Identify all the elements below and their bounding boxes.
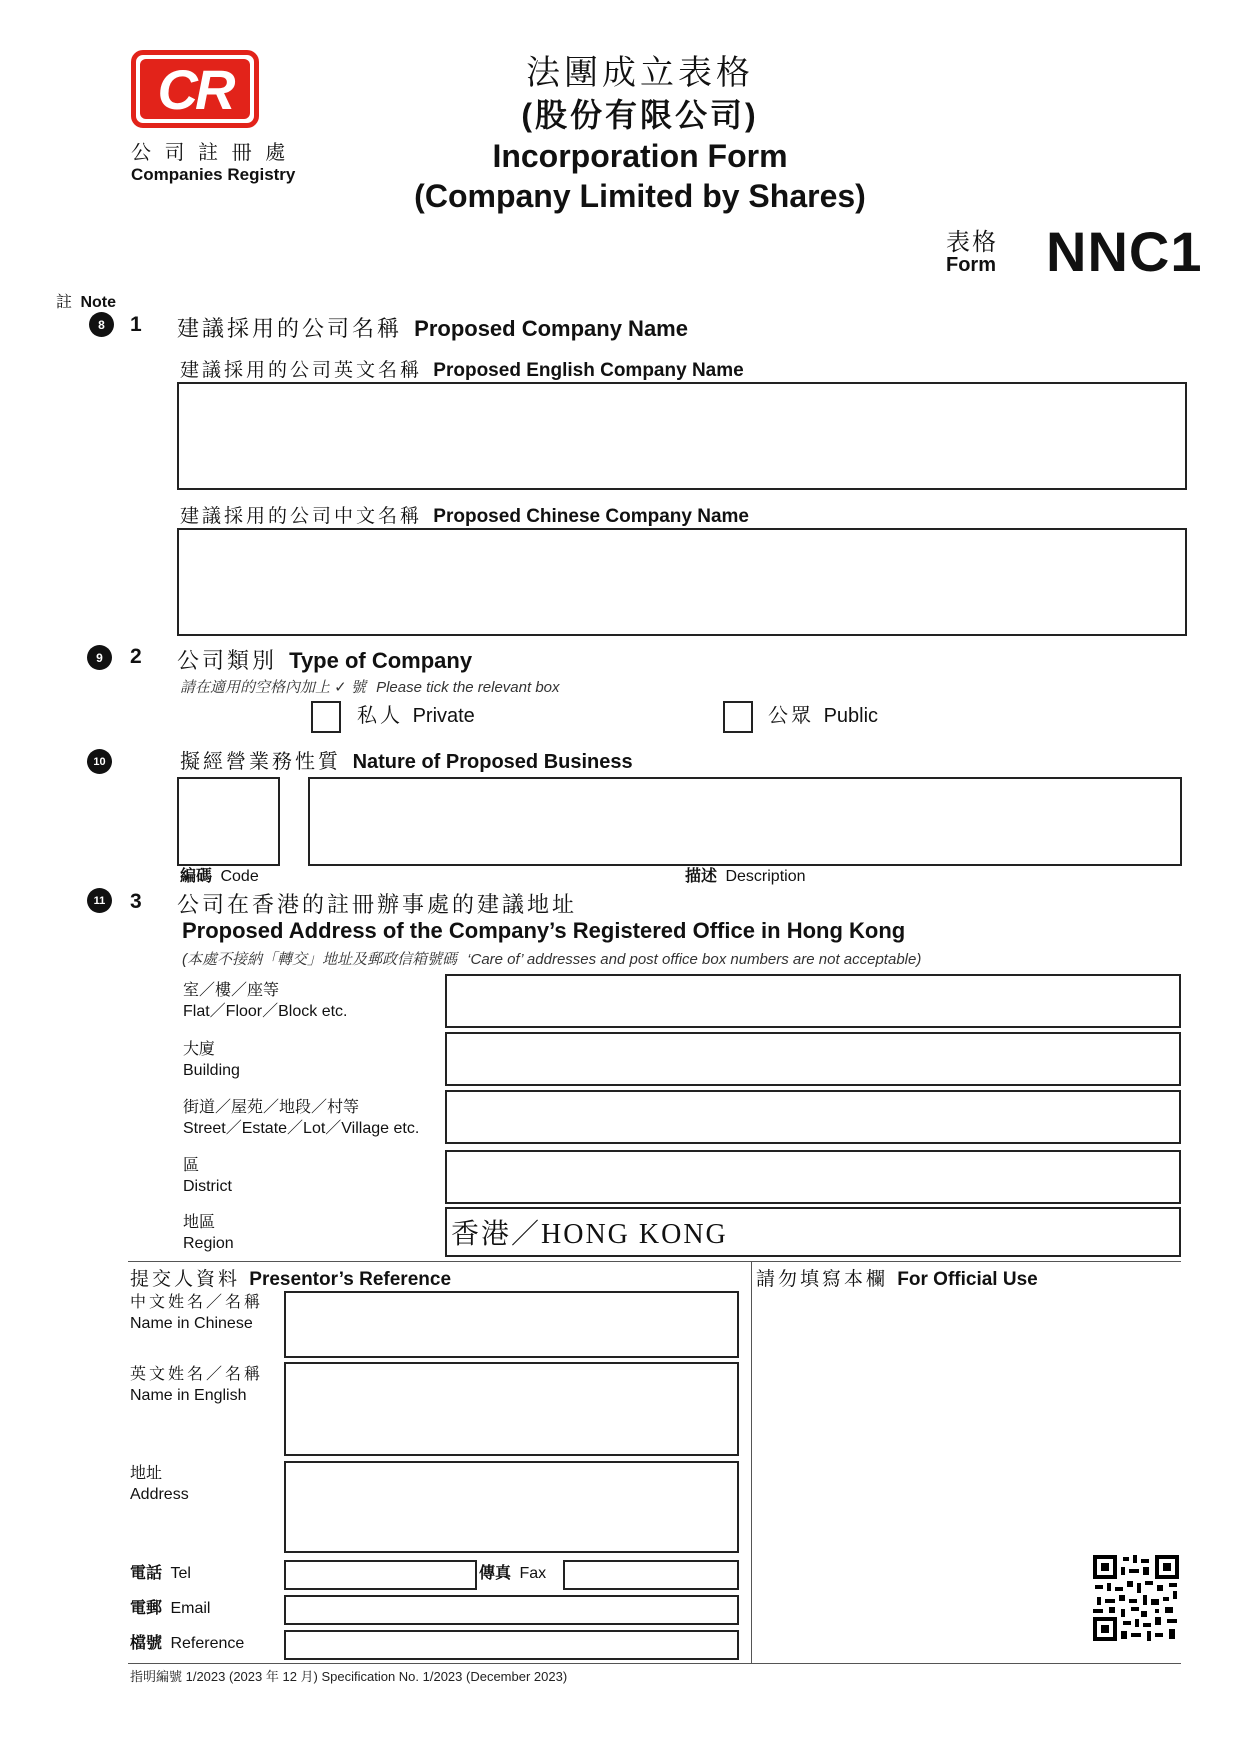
email-label-en: Email [170,1600,211,1617]
chinese-name-label-zh: 建議採用的公司中文名稱 [180,506,423,527]
code-label-en: Code [220,868,259,885]
official-use-heading-zh: 請勿填寫本欄 [756,1269,889,1290]
chinese-name-label [180,501,749,528]
region-label-zh: 地區 [183,1214,216,1231]
section3-heading-zh: 公司在香港的註冊辦事處的建議地址 [177,892,578,917]
address-instruction-en: ‘Care of’ addresses and post office box numbers are not acceptable) [467,951,922,968]
public-option-label [768,706,878,727]
building-field[interactable] [445,1032,1181,1086]
presentor-heading-zh: 提交人資料 [130,1269,241,1290]
note-marker-9: 9 [87,645,112,670]
english-company-name-field[interactable] [177,382,1187,490]
reference-label [130,1633,244,1654]
business-code-field[interactable] [177,777,280,866]
bottom-block-top-rule [128,1261,1181,1262]
address-instruction [182,948,921,969]
english-name-label-zh: 建議採用的公司英文名稱 [180,360,423,381]
section1-heading-zh: 建議採用的公司名稱 [177,316,403,341]
tel-label [130,1563,191,1584]
district-field[interactable] [445,1150,1181,1204]
presentor-address-field[interactable] [284,1461,739,1553]
presentor-heading-en: Presentor’s Reference [249,1269,452,1290]
form-label-en: Form [946,254,996,276]
presentor-name-chinese-label-zh: 中文姓名／名稱 [130,1294,264,1311]
specification-footer: 指明編號 1/2023 (2023 年 12 月) Specification No. 1/2023 (December 2023) [130,1669,568,1684]
tel-field[interactable] [284,1560,477,1590]
description-label-zh: 描述 [685,868,718,885]
note-header-en: Note [80,294,117,311]
building-label-en: Building [183,1062,240,1079]
region-label-en: Region [183,1235,234,1252]
reference-label-zh: 檔號 [130,1635,163,1652]
qr-code [1093,1555,1179,1641]
english-name-label [180,355,744,382]
section-number-1: 1 [130,313,142,336]
presentor-heading [130,1264,451,1291]
fax-label-zh: 傳真 [479,1565,512,1582]
public-label-zh: 公眾 [768,705,814,727]
tick-instruction-en: Please tick the relevant box [376,679,560,696]
section-number-2: 2 [130,645,142,668]
presentor-name-english-label [130,1364,263,1406]
description-label [685,866,806,887]
note-marker-11: 11 [87,888,112,913]
building-label-zh: 大廈 [183,1041,216,1058]
address-instruction-zh: (本處不接納「轉交」地址及郵政信箱號碼 [182,951,457,968]
title-en-line2: (Company Limited by Shares) [414,178,866,214]
chinese-name-label-en: Proposed Chinese Company Name [433,506,749,527]
flat-floor-block-label-en: Flat／Floor／Block etc. [183,1003,348,1020]
presentor-address-label-zh: 地址 [130,1465,163,1482]
bottom-block-divider [751,1261,752,1663]
tick-instruction-zh: 請在適用的空格內加上 ✓ 號 [180,679,366,696]
official-use-heading [756,1264,1038,1291]
presentor-name-chinese-field[interactable] [284,1291,739,1358]
region-field[interactable] [445,1207,1181,1257]
code-label [180,866,259,887]
section1-heading [177,312,688,343]
official-use-heading-en: For Official Use [897,1269,1038,1290]
presentor-address-label-en: Address [130,1486,189,1503]
fax-label [479,1563,546,1584]
district-label [183,1155,232,1197]
public-label-en: Public [823,705,879,727]
note-header-zh: 註 [56,294,73,311]
title-zh-line2: (股份有限公司) [521,97,759,133]
private-label-en: Private [412,705,475,727]
email-label-zh: 電郵 [130,1600,163,1617]
business-heading [180,745,633,774]
bottom-block-bottom-rule [128,1663,1181,1664]
registry-name-zh: 公 司 註 冊 處 [131,142,290,164]
note-marker-10: 10 [87,749,112,774]
building-label [183,1039,240,1081]
section2-heading-zh: 公司類別 [177,648,278,673]
presentor-name-chinese-label-en: Name in Chinese [130,1315,253,1332]
code-label-zh: 編碼 [180,868,213,885]
english-name-label-en: Proposed English Company Name [433,360,744,381]
flat-floor-block-label [183,980,348,1022]
presentor-name-chinese-label [130,1292,263,1334]
description-label-en: Description [725,868,806,885]
title-en-line1: Incorporation Form [492,138,788,174]
section-number-3: 3 [130,890,142,913]
section1-heading-en: Proposed Company Name [414,316,688,341]
companies-registry-logo [131,50,259,128]
note-header [56,289,116,312]
private-option-label [357,706,475,727]
street-estate-label-zh: 街道／屋苑／地段／村等 [183,1099,360,1116]
street-estate-label-en: Street／Estate／Lot／Village etc. [183,1120,420,1137]
title-zh-line1: 法團成立表格 [526,54,754,92]
chinese-company-name-field[interactable] [177,528,1187,636]
presentor-name-english-field[interactable] [284,1362,739,1456]
section3-heading-en: Proposed Address of the Company’s Registered Office in Hong Kong [182,918,906,943]
reference-field[interactable] [284,1630,739,1660]
form-label-zh: 表格 [946,229,998,256]
presentor-address-label [130,1463,189,1505]
business-heading-zh: 擬經營業務性質 [180,751,341,773]
registry-name-en: Companies Registry [131,165,296,184]
business-description-field[interactable] [308,777,1182,866]
email-field[interactable] [284,1595,739,1625]
street-estate-label [183,1097,419,1139]
section2-heading [177,644,472,675]
business-heading-en: Nature of Proposed Business [352,751,633,773]
tel-label-zh: 電話 [130,1565,163,1582]
tick-instruction [180,676,560,697]
flat-floor-block-field[interactable] [445,974,1181,1028]
reference-label-en: Reference [170,1635,245,1652]
logo-mark: CR [157,57,233,121]
region-value: 香港／HONG KONG [451,1219,728,1250]
street-estate-field[interactable] [445,1090,1181,1144]
flat-floor-block-label-zh: 室／樓／座等 [183,982,280,999]
private-checkbox[interactable] [311,701,341,733]
fax-label-en: Fax [519,1565,547,1582]
fax-field[interactable] [563,1560,739,1590]
region-label [183,1212,234,1254]
form-title [380,52,900,216]
public-checkbox[interactable] [723,701,753,733]
section2-heading-en: Type of Company [289,648,473,673]
note-marker-8: 8 [89,312,114,337]
form-code: NNC1 [1046,220,1203,283]
presentor-name-english-label-en: Name in English [130,1387,247,1404]
email-label [130,1598,210,1619]
tel-label-en: Tel [170,1565,191,1582]
private-label-zh: 私人 [357,705,403,727]
presentor-name-english-label-zh: 英文姓名／名稱 [130,1366,264,1383]
district-label-en: District [183,1178,232,1195]
district-label-zh: 區 [183,1157,200,1174]
